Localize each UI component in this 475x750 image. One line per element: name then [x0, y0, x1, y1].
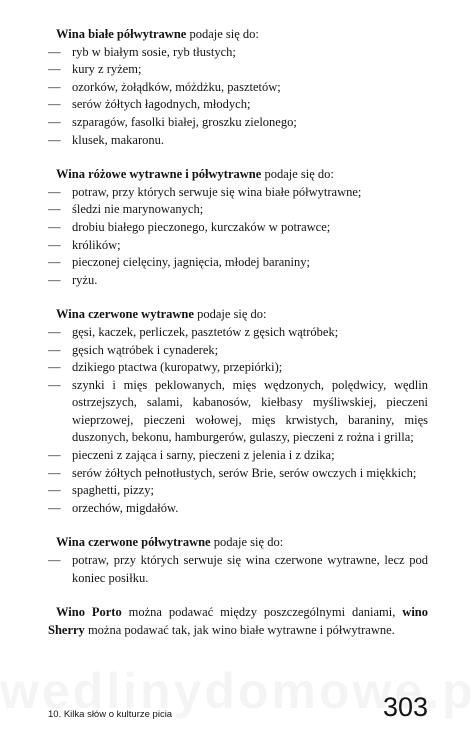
- section-white-semidry: [48, 26, 428, 149]
- dash-bullet: —: [48, 553, 61, 568]
- dash-bullet: —: [48, 255, 61, 270]
- dash-bullet: —: [48, 97, 61, 112]
- list-item: — kury z ryżem;: [48, 61, 428, 79]
- dash-bullet: —: [48, 132, 61, 147]
- section-rose: [48, 166, 428, 289]
- pairing-list: [48, 44, 428, 150]
- dash-bullet: —: [48, 377, 61, 392]
- list-item: — gęsich wątróbek i cynaderek;: [48, 342, 428, 360]
- pairing-list: [48, 324, 428, 518]
- list-item: — ryżu.: [48, 272, 428, 290]
- list-item: — serów żółtych łagodnych, młodych;: [48, 96, 428, 114]
- list-item: — drobiu białego pieczonego, kurczaków w potrawce;: [48, 219, 428, 237]
- dash-bullet: —: [48, 342, 61, 357]
- list-item: — pieczeni z zająca i sarny, pieczeni z jelenia i z dzika;: [48, 447, 428, 465]
- list-item: — pieczonej cielęciny, jagnięcia, młodej baraniny;: [48, 254, 428, 272]
- dash-bullet: —: [48, 272, 61, 287]
- list-item: — orzechów, migdałów.: [48, 500, 428, 518]
- chapter-title: 10. Kilka słów o kulturze picia: [48, 709, 173, 720]
- dash-bullet: —: [48, 465, 61, 480]
- list-item: — dzikiego ptactwa (kuropatwy, przepiórki);: [48, 359, 428, 377]
- closing-paragraph: Wino Porto można podawać między poszczególnymi daniami, wino Sherry można podawać tak, jak wino białe wytrawne i półwytrawne.: [48, 605, 428, 637]
- page-content: [48, 26, 428, 639]
- list-item: — szynki i mięs peklowanych, mięs wędzonych, polędwicy, wędlin ostrzejszych, salami, kabanosów, kiełbasy myśliwskiej, pieczeni wieprzowej, pieczeni wołowej, mięs krwistych, baraniny, mięs duszonych, bekonu, hamburgerów, gulaszy, pieczeni z rożna i grilla;: [48, 377, 428, 445]
- section-heading: Wina różowe wytrawne i półwytrawne podaje się do:: [56, 167, 334, 182]
- pairing-list: [48, 184, 428, 290]
- list-item: — potraw, przy których serwuje się wina białe półwytrawne;: [48, 184, 428, 202]
- dash-bullet: —: [48, 184, 61, 199]
- dash-bullet: —: [48, 237, 61, 252]
- dash-bullet: —: [48, 500, 61, 515]
- list-item: — śledzi nie marynowanych;: [48, 201, 428, 219]
- dash-bullet: —: [48, 114, 61, 129]
- section-heading: Wina czerwone półwytrawne podaje się do:: [56, 535, 284, 550]
- dash-bullet: —: [48, 324, 61, 339]
- section-red-dry: [48, 306, 428, 517]
- section-heading: Wina białe półwytrawne podaje się do:: [56, 27, 259, 41]
- dash-bullet: —: [48, 44, 61, 59]
- dash-bullet: —: [48, 219, 61, 234]
- dash-bullet: —: [48, 483, 61, 498]
- list-item: — królików;: [48, 237, 428, 255]
- list-item: — potraw, przy których serwuje się wina czerwone wytrawne, lecz pod koniec posiłku.: [48, 553, 428, 585]
- page-number: 303: [382, 692, 428, 722]
- list-item: — klusek, makaronu.: [48, 132, 428, 150]
- pairing-list: [48, 552, 428, 587]
- list-item: — szparagów, fasolki białej, groszku zielonego;: [48, 114, 428, 132]
- list-item: — spaghetti, pizzy;: [48, 482, 428, 500]
- list-item: — gęsi, kaczek, perliczek, pasztetów z gęsich wątróbek;: [48, 324, 428, 342]
- section-red-semidry: [48, 534, 428, 587]
- list-item: — ryb w białym sosie, ryb tłustych;: [48, 44, 428, 62]
- dash-bullet: —: [48, 360, 61, 375]
- list-item: — serów żółtych pełnotłustych, serów Brie, serów owczych i miękkich;: [48, 465, 428, 483]
- dash-bullet: —: [48, 448, 61, 463]
- dash-bullet: —: [48, 202, 61, 217]
- list-item: — ozorków, żołądków, móżdżku, pasztetów;: [48, 79, 428, 97]
- dash-bullet: —: [48, 79, 61, 94]
- page-footer: [48, 688, 428, 722]
- dash-bullet: —: [48, 62, 61, 77]
- section-heading: Wina czerwone wytrawne podaje się do:: [56, 307, 267, 322]
